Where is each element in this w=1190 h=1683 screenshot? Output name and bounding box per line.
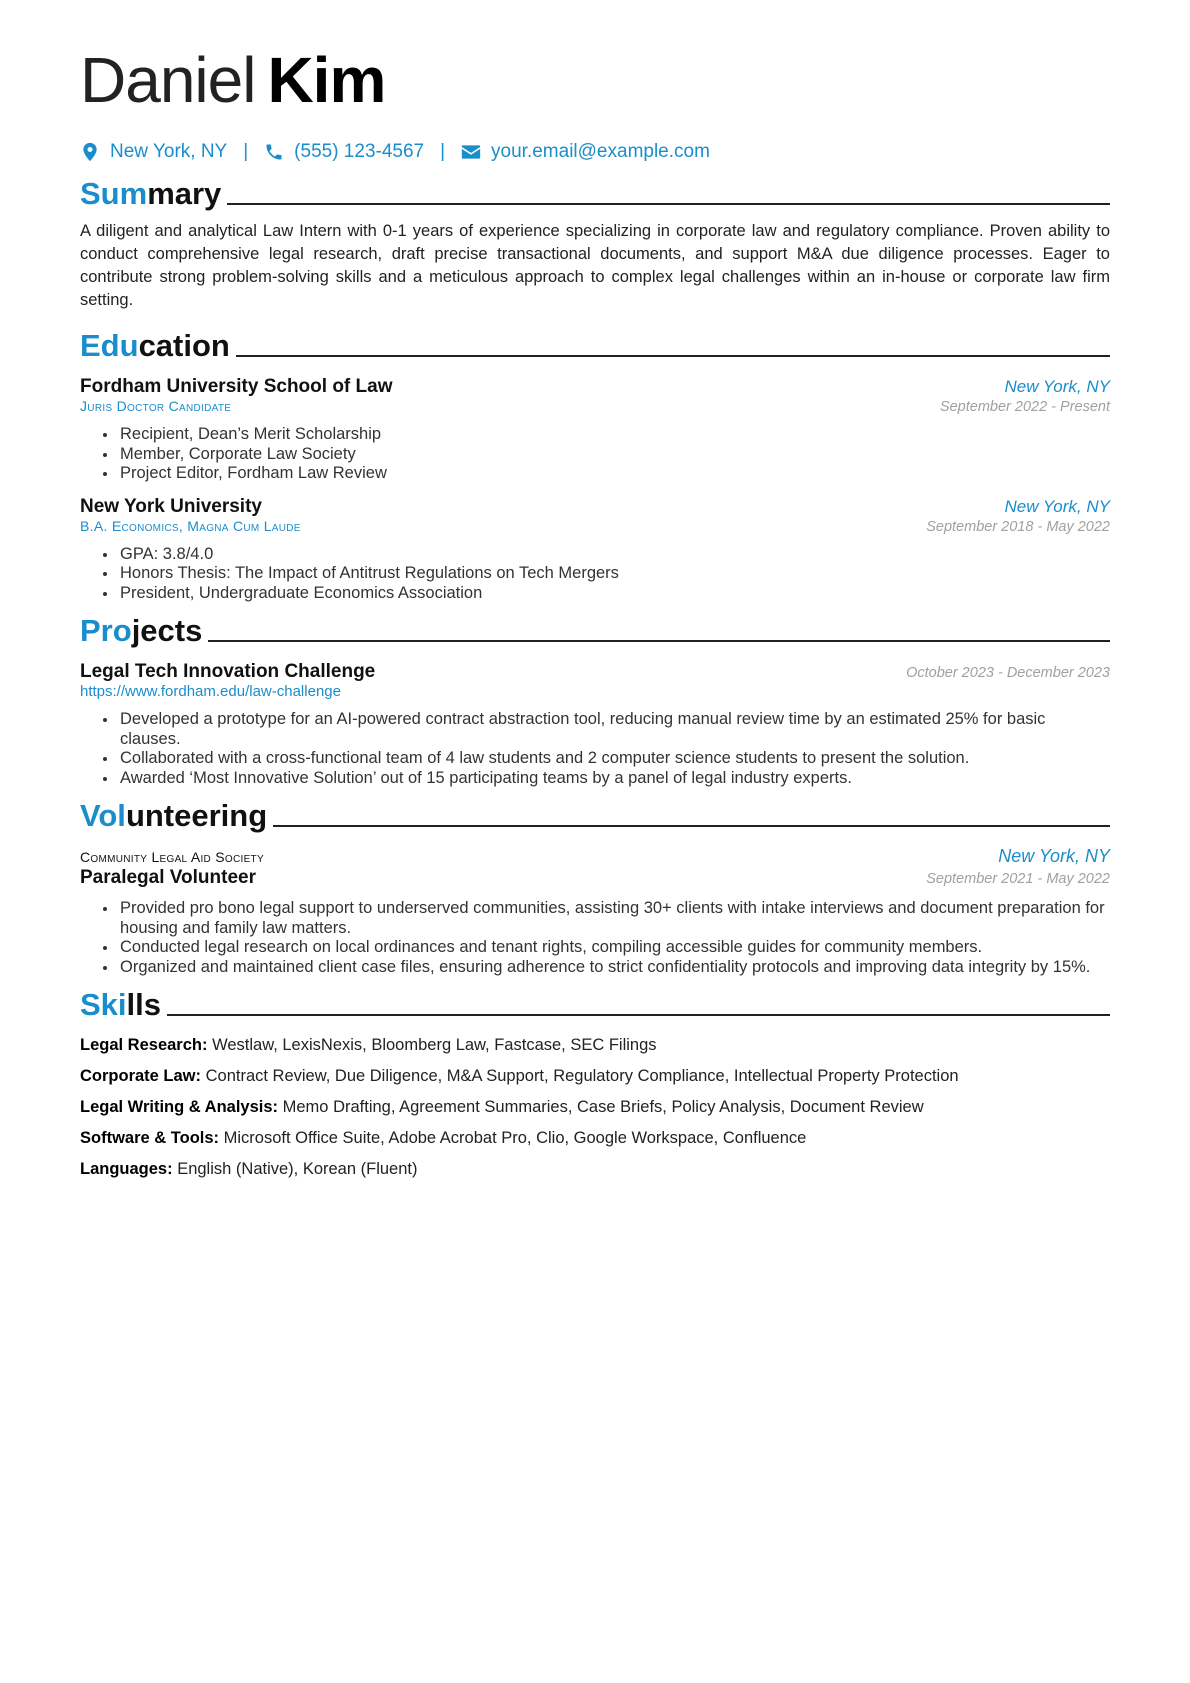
map-marker-icon: [80, 142, 100, 162]
education-heading: [80, 324, 1110, 364]
skill-value: Contract Review, Due Diligence, M&A Support, Regulatory Compliance, Intellectual Property Protection: [205, 1067, 959, 1085]
skill-label: Languages:: [80, 1160, 173, 1178]
list-item: • Conducted legal research on local ordinances and tenant rights, compiling accessible guides for community members.: [118, 938, 1110, 958]
dates: September 2021 - May 2022: [926, 871, 1110, 887]
degree: B.A. Economics, Magna Cum Laude: [80, 517, 301, 534]
dates: September 2022 - Present: [939, 399, 1110, 415]
heading-rest: mary: [147, 176, 222, 211]
contact-line: [80, 138, 1110, 166]
bullet-list: [80, 710, 1110, 788]
list-item: • Honors Thesis: The Impact of Antitrust Regulations on Tech Mergers: [118, 564, 1110, 584]
skill-label: Legal Writing & Analysis:: [80, 1098, 279, 1116]
bullet-list: [80, 899, 1110, 977]
list-item: • GPA: 3.8/4.0: [118, 545, 1110, 565]
last-name: Kim: [267, 44, 386, 116]
contact-separator: |: [440, 141, 446, 162]
skill-row: [80, 1128, 1110, 1148]
list-item: • Project Editor, Fordham Law Review: [118, 464, 1110, 484]
list-item: • Awarded ‘Most Innovative Solution’ out of 15 participating teams by a panel of legal industry experts.: [118, 769, 1110, 789]
org-location: New York, NY: [998, 846, 1110, 866]
phone-icon: [264, 142, 284, 162]
first-name: Daniel: [80, 44, 256, 116]
heading-rest: lls: [126, 987, 161, 1022]
school-name: Fordham University School of Law: [80, 376, 393, 397]
project-link[interactable]: https://www.fordham.edu/law-challenge: [80, 683, 341, 700]
skill-row: [80, 1066, 1110, 1086]
projects-heading: [80, 609, 1110, 649]
heading-rest: jects: [131, 613, 203, 648]
heading-rule: [167, 1014, 1110, 1016]
skill-value: Memo Drafting, Agreement Summaries, Case Briefs, Policy Analysis, Document Review: [282, 1098, 924, 1116]
dates: October 2023 - December 2023: [906, 665, 1110, 681]
list-item: • Organized and maintained client case files, ensuring adherence to strict confidentiality protocols and improving data integrity by 15%.: [118, 958, 1110, 978]
heading-rule: [236, 355, 1110, 357]
dates: September 2018 - May 2022: [926, 518, 1110, 535]
project-name: Legal Tech Innovation Challenge: [80, 661, 376, 682]
envelope-icon: [461, 142, 481, 162]
skills-list: [80, 1035, 1110, 1179]
summary-heading: [80, 172, 1110, 212]
volunteering-heading: [80, 794, 1110, 834]
heading-accent: Ski: [80, 987, 127, 1022]
volunteering-entry: [80, 846, 1110, 977]
heading-rule: [208, 640, 1110, 642]
skill-label: Legal Research:: [80, 1036, 208, 1054]
list-item: • President, Undergraduate Economics Association: [118, 584, 1110, 604]
heading-accent: Pro: [80, 613, 132, 648]
skill-value: Westlaw, LexisNexis, Bloomberg Law, Fastcase, SEC Filings: [212, 1036, 657, 1054]
skills-heading: [80, 983, 1110, 1023]
school-name: New York University: [80, 495, 262, 517]
contact-email[interactable]: [461, 141, 710, 163]
education-entry: [80, 376, 1110, 484]
role-title: Paralegal Volunteer: [80, 867, 256, 888]
skill-row: [80, 1097, 1110, 1117]
heading-rest: unteering: [125, 798, 268, 833]
email-text: your.email@example.com: [491, 141, 710, 162]
school-location: New York, NY: [1004, 496, 1110, 516]
heading-accent: Edu: [80, 328, 139, 363]
skill-row: [80, 1035, 1110, 1055]
phone-text: (555) 123-4567: [294, 141, 425, 162]
heading-rest: cation: [138, 328, 230, 363]
contact-separator: |: [243, 141, 249, 162]
list-item: • Member, Corporate Law Society: [118, 445, 1110, 465]
skill-value: Microsoft Office Suite, Adobe Acrobat Pro, Clio, Google Workspace, Confluence: [223, 1129, 807, 1147]
list-item: • Developed a prototype for an AI-powered contract abstraction tool, reducing manual review time by an estimated 25% for basic clauses.: [118, 710, 1110, 749]
school-location: New York, NY: [1004, 377, 1110, 396]
heading-rule: [273, 825, 1110, 827]
candidate-name: [80, 0, 1110, 116]
heading-accent: Vol: [80, 798, 126, 833]
contact-location: [80, 141, 227, 163]
bullet-list: [80, 425, 1110, 484]
education-entry: [80, 496, 1110, 604]
skill-row: [80, 1159, 1110, 1179]
list-item: • Provided pro bono legal support to underserved communities, assisting 30+ clients with intake interviews and document preparation for housing and family law matters.: [118, 899, 1110, 938]
list-item: • Recipient, Dean’s Merit Scholarship: [118, 425, 1110, 445]
organization: Community Legal Aid Society: [80, 849, 264, 865]
skill-label: Corporate Law:: [80, 1067, 202, 1085]
contact-phone[interactable]: [264, 141, 424, 163]
degree: Juris Doctor Candidate: [80, 398, 232, 414]
location-text: New York, NY: [110, 141, 228, 162]
list-item: • Collaborated with a cross-functional team of 4 law students and 2 computer science students to present the solution.: [118, 749, 1110, 769]
heading-rule: [227, 203, 1110, 205]
project-entry: [80, 661, 1110, 788]
skill-value: English (Native), Korean (Fluent): [177, 1160, 418, 1178]
bullet-list: [80, 545, 1110, 604]
heading-accent: Sum: [80, 176, 148, 211]
summary-text: A diligent and analytical Law Intern with 0-1 years of experience specializing in corporate law and regulatory compliance. Proven ability to conduct comprehensive legal research, draft precise transactional documents, and support M&A due diligence processes. Eager to contribute strong problem-solving skills and a meticulous approach to complex legal challenges within an in-house or corporate law firm setting.: [80, 222, 1110, 309]
skill-label: Software & Tools:: [80, 1129, 220, 1147]
